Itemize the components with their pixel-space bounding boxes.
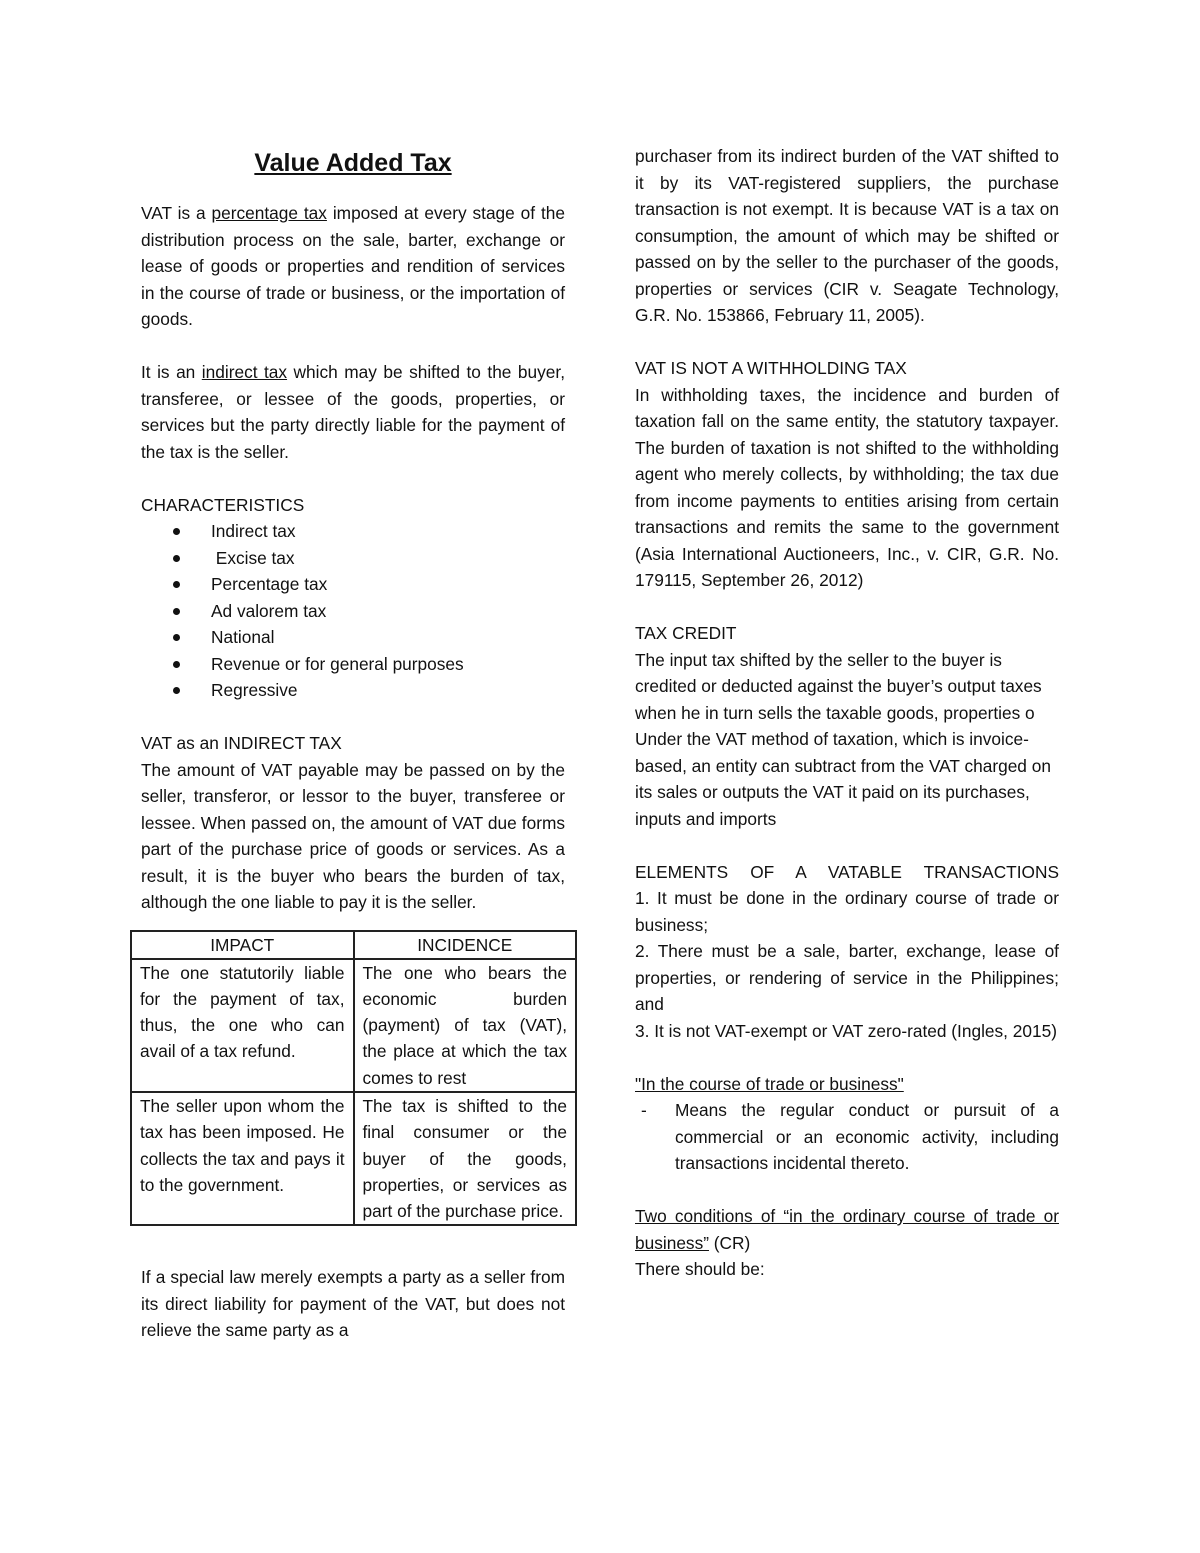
characteristics-heading: CHARACTERISTICS — [141, 494, 305, 515]
incidence-header: INCIDENCE — [354, 931, 577, 959]
there-should-be: There should be: — [635, 1259, 765, 1279]
indirect-tax-paragraph — [141, 359, 565, 465]
list-item-text: Revenue or for general purposes — [211, 653, 464, 674]
withholding-heading: VAT IS NOT A WITHHOLDING TAX — [635, 358, 907, 378]
table-header-row — [131, 931, 576, 959]
element-item: 3. It is not VAT-exempt or VAT zero-rated (Ingles, 2015) — [635, 1020, 1057, 1041]
bullet-icon — [173, 581, 180, 588]
special-law-paragraph: If a special law merely exempts a party as a seller from its direct liability for payment of the VAT, but does not relieve the same party as a — [141, 1267, 565, 1341]
bullet-icon — [173, 608, 180, 615]
characteristics-list — [141, 518, 565, 704]
list-item-text: Percentage tax — [211, 574, 328, 594]
text-span: which may be shifted to the buyer, transferee, or lessee of the goods, properties, or services but the party directly liable for the payment of the tax is the seller. — [141, 362, 565, 462]
bullet-icon — [173, 661, 180, 668]
right-column — [635, 143, 1059, 1283]
bullet-icon — [173, 555, 180, 562]
cr-tag: (CR) — [708, 1232, 751, 1253]
table-cell: The one statutorily liable for the payment of tax, thus, the one who can avail of a tax refund. — [131, 959, 354, 1092]
elements-heading: ELEMENTS OF A VATABLE TRANSACTIONS — [635, 861, 1059, 882]
page-title: Value Added Tax — [254, 149, 452, 177]
list-item-text: Regressive — [211, 680, 298, 700]
course-definition-text: Means the regular conduct or pursuit of a commercial or an economic activity, including transactions incidental thereto. — [675, 1100, 1059, 1173]
impact-header: IMPACT — [131, 931, 354, 959]
element-item: 2. There must be a sale, barter, exchange, lease of properties, or rendering of service in the Philippines; and — [635, 941, 1059, 1014]
list-item — [141, 545, 565, 572]
text-span: imposed at every stage of the distribution process on the sale, barter, exchange or lease of goods or properties and rendition of services in the course of trade or business, or the importation of goods. — [141, 203, 565, 329]
table-cell: The one who bears the economic burden (payment) of tax (VAT), the place at which the tax comes to rest — [354, 959, 577, 1092]
bullet-icon — [173, 634, 180, 641]
list-item-text: Ad valorem tax — [211, 600, 327, 621]
course-heading: "In the course of trade or business" — [635, 1073, 904, 1094]
bullet-icon — [173, 687, 180, 694]
list-item — [141, 651, 565, 678]
text-span: VAT is a — [141, 203, 212, 223]
list-item — [141, 598, 565, 625]
list-item — [141, 518, 565, 545]
text-span: It is an — [141, 362, 202, 382]
course-definition — [635, 1097, 1059, 1177]
bullet-icon — [173, 528, 180, 535]
list-item-text: Excise tax — [211, 547, 295, 568]
element-item: 1. It must be done in the ordinary course of trade or business; — [635, 888, 1059, 935]
two-conditions-title: Two conditions of “in the ordinary course of trade or business” — [635, 1206, 1059, 1253]
table-cell: The seller upon whom the tax has been imposed. He collects the tax and pays it to the government. — [131, 1092, 354, 1225]
tax-credit-text: The input tax shifted by the seller to the buyer is credited or deducted against the buyer’s output taxes when he in turn sells the taxable goods, properties o Under the VAT method of taxation, which is invoice-based, an entity can subtract from the VAT charged on its sales or outputs the VAT it paid on its purchases, inputs and imports — [635, 649, 1051, 829]
table-cell: The tax is shifted to the final consumer or the buyer of the goods, properties, or services as part of the purchase price. — [354, 1092, 577, 1225]
indirect-tax-heading: VAT as an INDIRECT TAX — [141, 733, 342, 753]
list-item-text: National — [211, 627, 275, 647]
list-item — [141, 571, 565, 598]
indirect-tax-term: indirect tax — [201, 362, 288, 382]
impact-incidence-table — [130, 930, 577, 1227]
table-row — [131, 959, 576, 1092]
list-item — [141, 677, 565, 704]
left-column — [141, 140, 565, 1344]
withholding-text: In withholding taxes, the incidence and burden of taxation fall on the same entity, the statutory taxpayer. The burden of taxation is not shifted to the withholding agent who merely collects, by withholding; the tax due from income payments to entities arising from certain transactions and remits the same to the government (Asia International Auctioneers, Inc., v. CIR, G.R. No. 179115, September 26, 2012) — [635, 384, 1059, 590]
list-item — [141, 624, 565, 651]
dash-icon: - — [641, 1100, 647, 1120]
indirect-tax-text: The amount of VAT payable may be passed on by the seller, transferor, or lessor to the buyer, transferee or lessee. When passed on, the amount of VAT due forms part of the purchase price of goods or services. As a result, it is the buyer who bears the burden of tax, although the one liable to pay it is the seller. — [141, 759, 565, 912]
vat-definition-paragraph — [141, 200, 565, 333]
percentage-tax-term: percentage tax — [211, 203, 327, 223]
continued-paragraph: purchaser from its indirect burden of the VAT shifted to it by its VAT-registered suppliers, the purchase transaction is not exempt. It is because VAT is a tax on consumption, the amount of which may be shifted or passed on by the seller to the purchaser of the goods, properties or services (CIR v. Seagate Technology, G.R. No. 153866, February 11, 2005). — [635, 146, 1059, 325]
table-row — [131, 1092, 576, 1225]
tax-credit-heading: TAX CREDIT — [635, 623, 737, 643]
two-conditions-heading — [635, 1203, 1059, 1256]
list-item-text: Indirect tax — [211, 521, 296, 541]
